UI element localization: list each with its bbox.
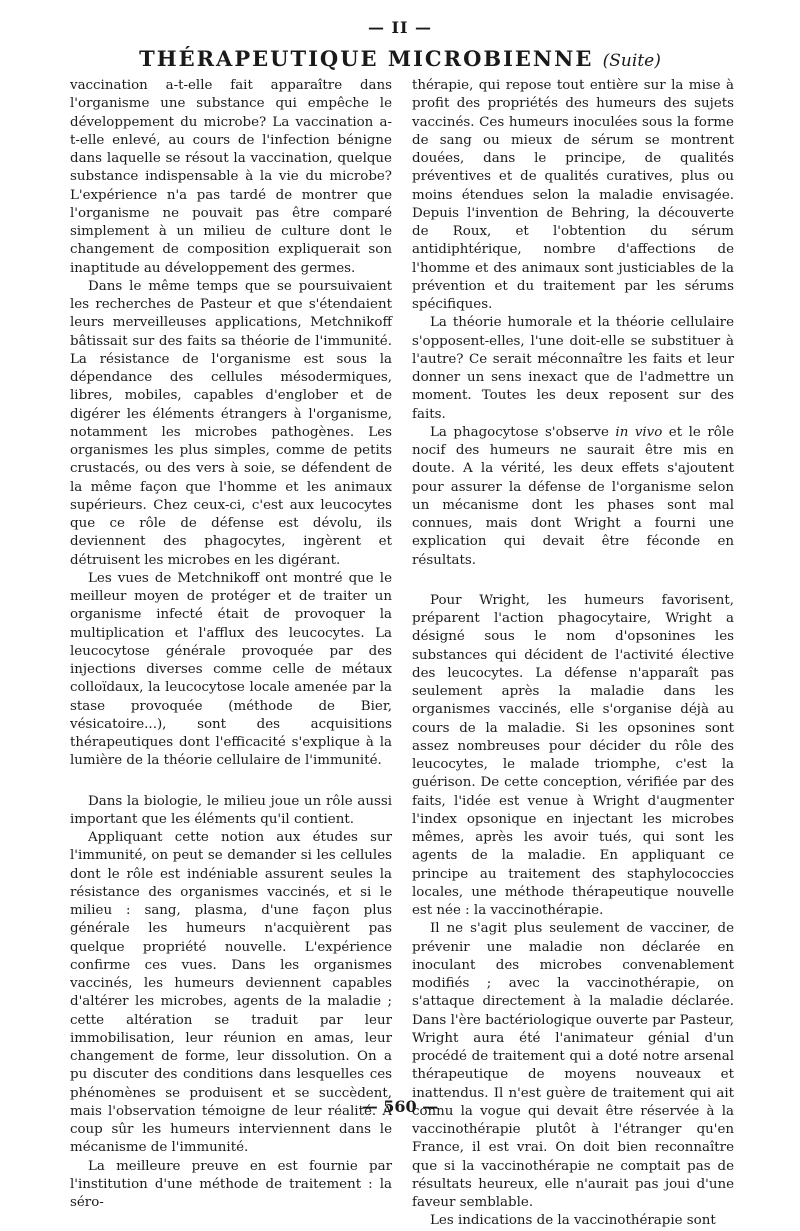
- paragraph: La théorie humorale et la théorie cellulaire s'opposent-elles, l'une doit-elle se substituer à l'autre? Ce serait méconnaître les faits et leur donner un sens inexact que de l'admettre un moment. Toutes les deux reposent sur des faits.: [412, 315, 734, 422]
- paragraph: La meilleure preuve en est fournie par l'institution d'une méthode de traitement : la séro-: [70, 1158, 392, 1210]
- page-title: [0, 46, 800, 71]
- paragraph: Les vues de Metchnikoff ont montré que le meilleur moyen de protéger et de traiter un organisme infecté était de provoquer la multiplication et l'afflux des leucocytes. La leucocytose générale provoquée par des injections diverses comme celle de métaux colloïdaux, la leucocytose locale amenée par la stase provoquée (méthode de Bier, vésicatoire...), sont des acquisitions thérapeutiques dont l'efficacité s'explique à la lumière de la théorie cellulaire de l'immunité.: [70, 570, 392, 769]
- page-section-label: — II —: [367, 18, 433, 37]
- text-run: La phagocytose s'observe: [430, 424, 616, 440]
- paragraph: thérapie, qui repose tout entière sur la mise à profit des propriétés des humeurs des sujets vaccinés. Ces humeurs inoculées sous la forme de sang ou mieux de sérum se montrent douées, dans le principe, de qualités préventives et de qualités curatives, plus ou moins étendues selon la maladie envisagée. Depuis l'invention de Behring, la découverte de Roux, et l'obtention du sérum antidiphtérique, nombre d'affections de l'homme et des animaux sont justiciables de la prévention et du traitement par les sérums spécifiques.: [412, 78, 734, 312]
- page-number: — 560 —: [361, 1097, 439, 1116]
- paragraph: [412, 424, 734, 570]
- italic-text: in vivo: [615, 424, 663, 440]
- paragraph: Les indications de la vaccinothérapie sont: [430, 1213, 716, 1229]
- paragraph: Appliquant cette notion aux études sur l'immunité, on peut se demander si les cellules dont le rôle est indéniable assurent seules la résistance des organismes vaccinés, et si le milieu : sang, plasma, d'une façon plus générale les humeurs n'acquièrent pas quelque propriété nouvelle. L'expérience confirme ces vues. Dans les organismes vaccinés, les humeurs deviennent capables d'altérer les microbes, agents de la maladie ; cette altération se traduit par leur immobilisation, leur réunion en amas, leur changement de forme, leur dissolution. On a pu discuter des conditions dans lesquelles ces phénomènes se produisent et se succèdent, mais l'observation témoigne de leur réalité. A coup sûr les humeurs interviennent dans le mécanisme de l'immunité.: [70, 830, 392, 1156]
- title-text: THÉRAPEUTIQUE MICROBIENNE: [139, 46, 594, 71]
- paragraph: Dans la biologie, le milieu joue un rôle aussi important que les éléments qu'il contient.: [70, 793, 392, 827]
- paragraph: Dans le même temps que se poursuivaient les recherches de Pasteur et que s'étendaient leurs merveilleuses applications, Metchnikoff bâtissait sur des faits sa théorie de l'immunité. La résistance de l'organisme est sous la dépendance des cellules mésodermiques, libres, mobiles, capables d'englober et de digérer les éléments étrangers à l'organisme, notamment les microbes pathogènes. Les organismes les plus simples, comme de petits crustacés, ou des vers à soie, se défendent de la même façon que l'homme et les animaux supérieurs. Chez ceux-ci, c'est aux leucocytes que ce rôle de défense est dévolu, ils deviennent des phagocytes, ingèrent et détruisent les microbes en les digérant.: [70, 278, 392, 568]
- text-run: Wright a fourni une explication qui devait être féconde en résultats.: [412, 516, 734, 568]
- title-suite: (Suite): [602, 51, 661, 71]
- paragraph: vaccination a-t-elle fait apparaître dans l'organisme une substance qui empêche le développement du microbe? La vaccination a-t-elle enlevé, au cours de l'infection bénigne dans laquelle se résout la vaccination, quelque substance indispensable à la vie du microbe? L'expérience n'a pas tardé de montrer que l'organisme ne pouvait pas être comparé simplement à un milieu de culture dont le changement de composition expliquerait son inaptitude au développement des germes.: [70, 78, 392, 276]
- paragraph: Pour Wright, les humeurs favorisent, préparent l'action phagocytaire, Wright a désigné sous le nom d'opsonines les substances qui décident de l'activité élective des leucocytes. La défense n'apparaît pas seulement après la maladie dans les organismes vaccinés, elle s'organise déjà au cours de la maladie. Si les opsonines sont assez nombreuses pour décider du rôle des leucocytes, le malade triomphe, c'est la guérison. De cette conception, vérifiée par des faits, l'idée est venue à Wright d'augmenter l'index opsonique en injectant les microbes mêmes, après les avoir tués, qui sont les agents de la maladie. En appliquant ce principe au traitement des staphylococcies locales, une méthode thérapeutique nouvelle est née : la vaccinothérapie.: [412, 592, 734, 918]
- text-run: et le rôle nocif des humeurs ne saurait être mis en doute. A la vérité, les deux effets s'ajoutent pour assurer la défense de l'organisme selon un mécanisme dont les phases sont mal connues, mais dont: [412, 424, 735, 531]
- paragraph: Il ne s'agit plus seulement de vacciner, de prévenir une maladie non déclarée en inoculant des microbes convenablement modifiés ; avec la vaccinothérapie, on s'attaque directement à la maladie déclarée. Dans l'ère bactériologique ouverte par Pasteur, Wright aura été l'animateur génial d'un procédé de traitement qui a doté notre arsenal thérapeutique de moyens nouveaux et inattendus. Il n'est guère de traitement qui ait connu la vogue qui devait être réservée à la vaccinothérapie plutôt à l'étranger qu'en France, il est vrai. On doit bien reconnaître que si la vaccinothérapie ne comptait pas de résultats heureux, elle n'aurait pas joui d'une faveur semblable.: [412, 921, 734, 1210]
- right-column: [412, 77, 734, 1231]
- left-column: [70, 77, 392, 1212]
